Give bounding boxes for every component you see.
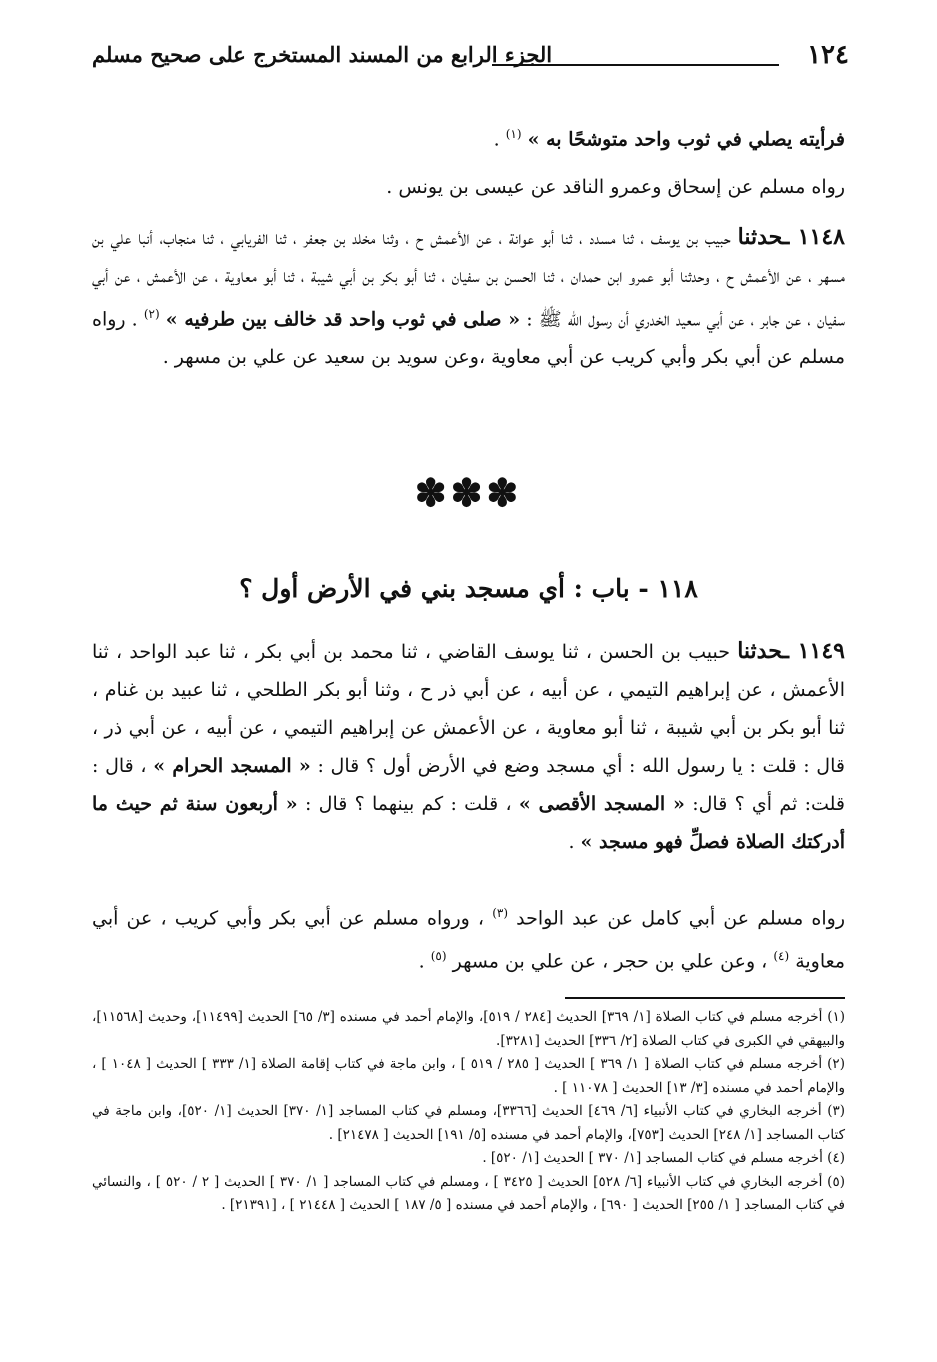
footnote: (٣) أخرجه البخاري في كتاب الأنبياء [٦/ ٤٦٩] الحديث [٣٣٦٦]، ومسلم في كتاب المساجد [١/ ٣٧٠] الحديث [١/ ٥٢٠]، وابن ماجة في كتاب المساجد [١/ ٢٤٨] الحديث [٧٥٣]، والإمام أحمد في مسنده [٥/ ١٩١] الحديث [ ٢١٤٧٨] . — [92, 1103, 846, 1143]
hadith-1148 — [92, 218, 845, 376]
hadith-text: . — [568, 831, 581, 853]
hadith-isnad: حبيب بن الحسن ، ثنا يوسف القاضي ، ثنا محمد بن أبي بكر ، ثنا عبد الواحد ، ثنا الأعمش ، عن إبراهيم التيمي ، عن أبيه ، عن أبي ذر ح ، وثنا أبو بكر الطلحي ، ثنا عبيد بن غنام ، ثنا أبو بكر بن أبي شيبة ، ثنا أبو معاوية ، عن الأعمش عن إبراهيم التيمي ، عن أبيه ، عن أبي ذر ، قال : قلت : يا رسول الله : أي مسجد وضع في الأرض أول ؟ قال : — [92, 641, 845, 777]
hadith-matn: « صلى في ثوب واحد قد خالف بين طرفيه » — [165, 308, 521, 331]
footnote-ref: (٣) — [492, 906, 509, 920]
footnote: (٤) أخرجه مسلم في كتاب المساجد [١/ ٣٧٠ ] الحديث [١/ ٥٢٠] . — [482, 1150, 845, 1166]
footnote-ref: (١) — [505, 127, 522, 141]
footnote: (٢) أخرجه مسلم في كتاب الصلاة [ ١/ ٣٦٩ ] الحديث [ ٢٨٥ / ٥١٩ ] ، وابن ماجة في كتاب إقامة الصلاة [١/ ٣٣٣ ] الحديث [ ١٠٤٨ ] ، والإمام أحمد في مسنده [٣/ ١٣] الحديث [ ١١٠٧٨ ] . — [92, 1056, 845, 1096]
chapter-heading: ١١٨ - باب : أي مسجد بني في الأرض أول ؟ — [239, 574, 698, 603]
hadith-takhrij: . رواه مسلم عن أبي بكر وأبي كريب عن أبي معاوية ،وعن سويد بن سعيد عن علي بن مسهر . — [92, 308, 845, 369]
riwaya-text: رواه مسلم عن أبي كامل عن عبد الواحد — [508, 907, 845, 930]
footnotes — [92, 1006, 845, 1218]
hadith-lead-word: حدثنا — [737, 224, 783, 250]
hadith-lead-word: حدثنا — [737, 638, 783, 664]
riwaya-text: رواه مسلم عن إسحاق وعمرو الناقد عن عيسى بن يونس . — [386, 176, 845, 198]
page-number: ١٢٤ — [807, 40, 849, 70]
footnote: (٥) أخرجه البخاري في كتاب الأنبياء [٦/ ٥٢٨] الحديث [ ٣٤٢٥ ] ، ومسلم في كتاب المساجد [ ١/ ٣٧٠ ] الحديث [ ٢ / ٥٢٠ ] ، والنسائي في كتاب المساجد [ ١/ ٢٥٥] الحديث [ ٦٩٠] ، والإمام أحمد في مسنده [ ٥/ ١٨٧ ] الحديث [ ٢١٤٤٨ ] ، [٢١٣٩١] . — [92, 1173, 845, 1213]
hadith-isnad: حبيب بن يوسف ، ثنا مسدد ، ثنا أبو عوانة ، عن الأعمش ح ، وثنا مخلد بن جعفر ، ثنا الفريابي ، ثنا منجاب، أنبا علي بن مسهر ، عن الأعمش ح ، وحدثنا أبو عمرو ابن حمدان ، ثنا الحسن بن سفيان ، ثنا أبو بكر بن أبي شيبة ، ثنا أبو معاوية ، عن الأعمش ، عن أبي سفيان ، عن جابر ، عن أبي سعيد الخدري أن رسول الله ﷺ : — [92, 227, 846, 331]
section-divider-stars: ✽✽✽ — [414, 470, 523, 515]
hadith-1149 — [92, 632, 845, 861]
footnote: (١) أخرجه مسلم في كتاب الصلاة [١/ ٣٦٩] الحديث [٢٨٤ / ٥١٩]، والإمام أحمد في مسنده [٣/ ٦٥] الحديث [١١٤٩٩]، وحديث [١١٥٦٨]، والبيهقي في الكبرى في كتاب الصلاة [٢/ ٣٣٦] الحديث [٣٢٨١]. — [92, 1009, 846, 1049]
hadith-text: ، قلت : كم بينهما ؟ قال : — [297, 793, 519, 815]
page-header — [92, 40, 849, 80]
hadith-number: ١١٤٨ ـ — [782, 224, 845, 250]
hadith-text: فرأيته يصلي في ثوب واحد متوشحًا به » — [527, 128, 845, 151]
footnote-ref: (٤) — [773, 949, 790, 964]
footnote-separator — [565, 997, 845, 999]
paragraph-continuation — [92, 115, 845, 158]
riwaya-text: ، ورواه مسلم عن أبي بكر وأبي كريب ، عن أبي معاوية — [92, 907, 845, 973]
paragraph-tail: . — [493, 128, 500, 151]
paragraph-riwaya — [92, 168, 845, 206]
hadith-quote: « المسجد الأقصى » — [518, 793, 685, 815]
riwaya-text: . — [418, 950, 431, 973]
running-title: الجزء الرابع من المسند المستخرج على صحيح مسلم — [92, 42, 553, 67]
hadith-quote: « أربعون سنة ثم حيث ما أدركتك الصلاة فصلِّ فهو مسجد » — [92, 793, 845, 853]
hadith-quote: « المسجد الحرام » — [153, 755, 311, 777]
hadith-text: ، قال : قلت: ثم أي ؟ قال: — [92, 755, 845, 815]
paragraph-riwaya-2 — [92, 894, 845, 981]
footnote-ref: (٢) — [143, 307, 160, 321]
hadith-number: ١١٤٩ ـ — [782, 638, 845, 664]
footnote-ref: (٥) — [430, 949, 447, 964]
riwaya-text: ، وعن علي بن حجر ، عن علي بن مسهر — [446, 950, 774, 973]
